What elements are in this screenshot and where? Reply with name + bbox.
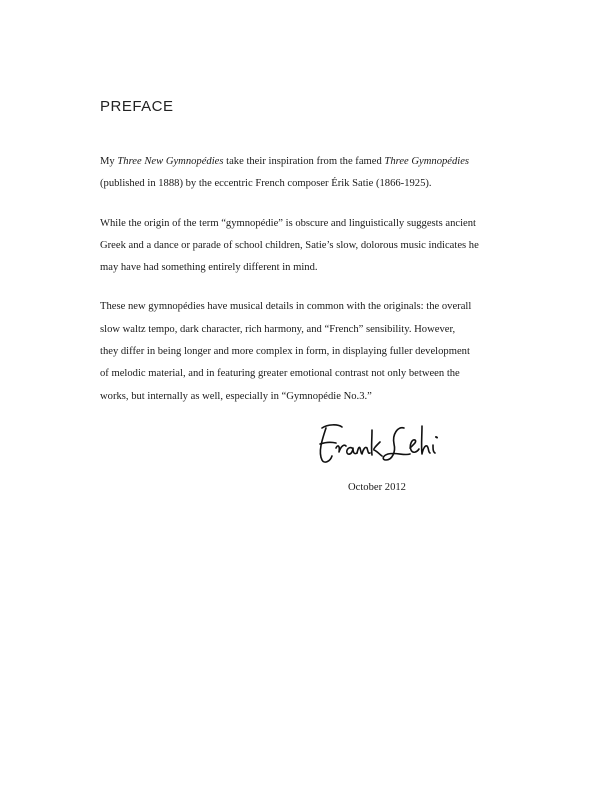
- paragraph-2-line-3: may have had something entirely different in mind.: [100, 262, 318, 274]
- paragraph-2-line-2: Greek and a dance or parade of school children, Satie’s slow, dolorous music indicates he: [100, 239, 479, 251]
- paragraph-1: [100, 151, 500, 196]
- paragraph-1-line-2: (published in 1888) by the eccentric French composer Érik Satie (1866-1925).: [100, 178, 432, 190]
- work-title-italic: Three New Gymnopédies: [117, 156, 224, 167]
- handwritten-signature: [312, 418, 452, 476]
- paragraph-3-line-5: works, but internally as well, especially in “Gymnopédie No.3.”: [100, 390, 372, 402]
- date-line: October 2012: [348, 482, 406, 493]
- text-run: take their inspiration from the famed: [223, 156, 385, 167]
- signature-icon: [312, 418, 452, 476]
- paragraph-3: [100, 296, 500, 407]
- page-title: PREFACE: [100, 98, 174, 115]
- paragraph-3-line-1: These new gymnopédies have musical details in common with the originals: the overall: [100, 301, 472, 313]
- text-run: My: [100, 156, 118, 167]
- paragraph-1-line-1: [100, 151, 500, 173]
- paragraph-2-line-1: While the origin of the term “gymnopédie” is obscure and linguistically suggests ancient: [100, 217, 476, 229]
- paragraph-3-line-3: they differ in being longer and more complex in form, in displaying fuller development: [100, 346, 470, 358]
- work-title-italic: Three Gymnopédies: [384, 156, 470, 167]
- paragraph-3-line-4: of melodic material, and in featuring greater emotional contrast not only between the: [100, 368, 460, 380]
- paragraph-3-line-2: slow waltz tempo, dark character, rich harmony, and “French” sensibility. However,: [100, 323, 456, 335]
- paragraph-2: [100, 213, 500, 280]
- preface-body: [100, 151, 500, 425]
